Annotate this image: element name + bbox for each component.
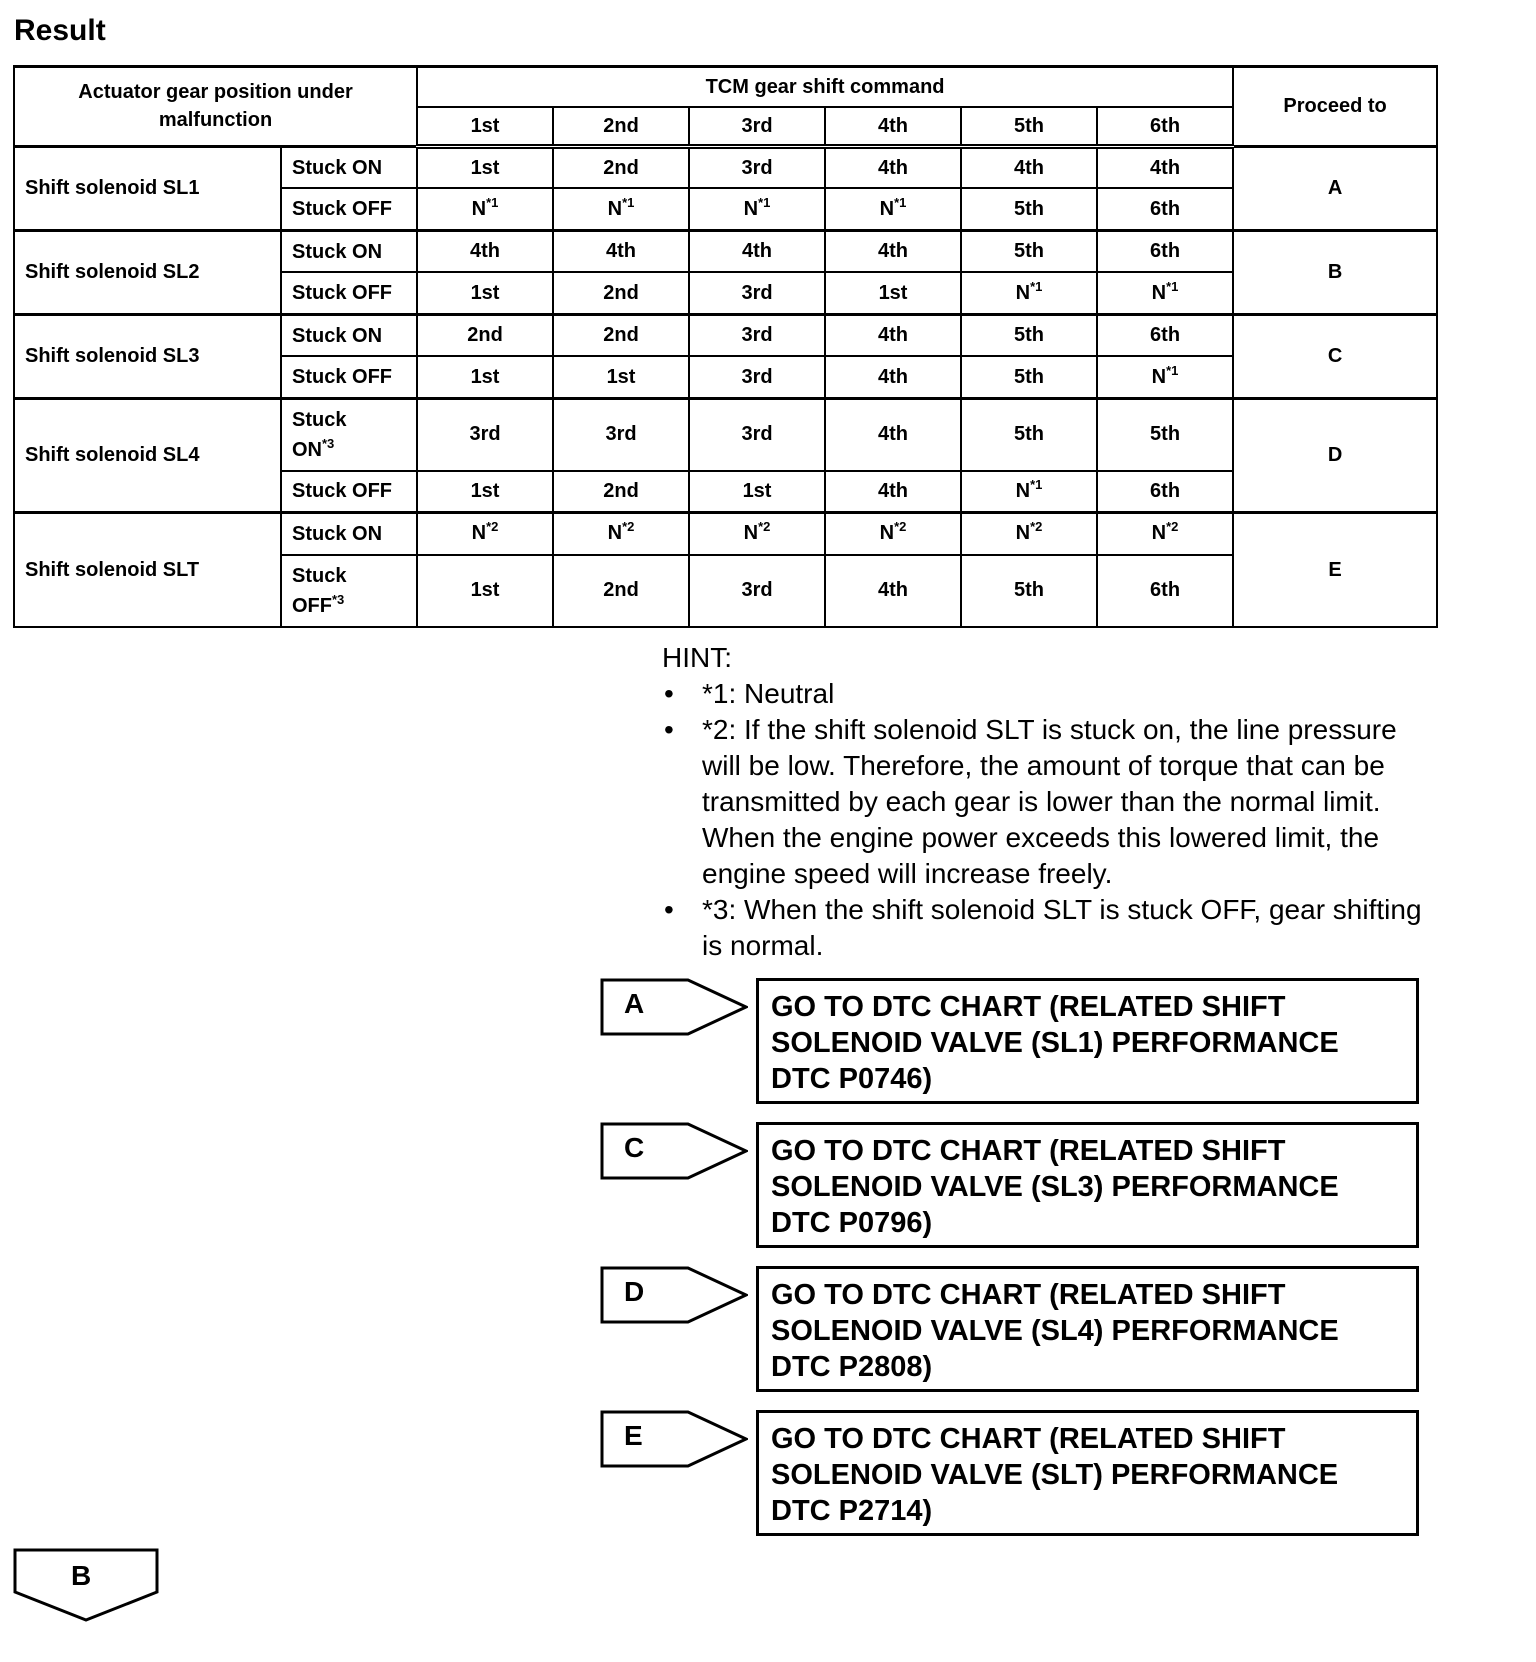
gear-cell	[825, 230, 961, 272]
gear-value: 3rd	[469, 423, 501, 446]
gear-value: 4th	[470, 240, 501, 263]
gear-value: N	[879, 522, 895, 545]
condition-text: Stuck	[292, 408, 347, 431]
header-actuator: Actuator gear position under malfunction	[14, 67, 417, 147]
gear-cell	[553, 230, 689, 272]
proceed-cell: E	[1233, 513, 1437, 627]
proceed-cell: A	[1233, 146, 1437, 230]
gear-value: 5th	[1014, 423, 1045, 446]
action-text-line: DTC P0796)	[771, 1207, 933, 1239]
gear-value: 1st	[470, 281, 500, 304]
condition-cell: Stuck ON	[281, 146, 417, 188]
action-instruction-box	[756, 978, 1419, 1104]
action-text-line: GO TO DTC CHART (RELATED SHIFT	[771, 991, 1286, 1023]
gear-value: 1st	[606, 365, 636, 388]
page-title: Result	[14, 14, 106, 47]
condition-cell: Stuck ON	[281, 314, 417, 356]
gear-cell	[1097, 513, 1233, 555]
gear-value: 4th	[878, 324, 909, 347]
gear-value: N	[879, 197, 895, 220]
footnote-mark: *1	[758, 194, 771, 210]
condition-text: ON	[292, 438, 322, 461]
gear-value: 6th	[1150, 579, 1181, 602]
footnote-mark: *3	[322, 435, 335, 451]
gear-value: N	[1015, 281, 1031, 304]
gear-value: N	[1015, 479, 1031, 502]
condition-text: OFF	[292, 594, 332, 617]
gear-value: N	[1151, 522, 1167, 545]
gear-value: 4th	[878, 240, 909, 263]
gear-cell	[417, 146, 553, 188]
hint-heading: HINT:	[662, 642, 732, 673]
gear-value: 5th	[1014, 365, 1045, 388]
action-e	[600, 1410, 1430, 1544]
gear-cell	[825, 471, 961, 513]
action-text-line: DTC P2714)	[771, 1495, 933, 1527]
gear-value: 2nd	[603, 479, 639, 502]
gear-cell	[1097, 398, 1233, 470]
gear-value: 3rd	[741, 156, 773, 179]
gear-value: 5th	[1014, 197, 1045, 220]
footnote-mark: *1	[486, 194, 499, 210]
footnote-mark: *2	[758, 519, 771, 535]
gear-value: 6th	[1150, 240, 1181, 263]
gear-value: 3rd	[605, 423, 637, 446]
gear-cell	[825, 314, 961, 356]
gear-value: 5th	[1014, 324, 1045, 347]
gear-cell	[825, 188, 961, 230]
proceed-marker-b	[13, 1548, 159, 1622]
gear-value: 3rd	[741, 579, 773, 602]
condition-cell	[281, 398, 417, 470]
table-row	[14, 314, 1437, 356]
action-text-line: DTC P0746)	[771, 1063, 933, 1095]
header-gear-6: 6th	[1097, 107, 1233, 146]
action-a	[600, 978, 1430, 1112]
footnote-mark: *1	[622, 194, 635, 210]
gear-cell	[1097, 471, 1233, 513]
hint-text: *2: If the shift solenoid SLT is stuck on, the line pressure will be low. Therefore, the amount of torque that can be transmitted by each gear is lower than the normal limit. When the engine power exceeds this lowered limit, the engine speed will increase freely.	[702, 714, 1397, 889]
bullet-icon: •	[664, 714, 674, 745]
action-text-line: GO TO DTC CHART (RELATED SHIFT	[771, 1135, 1286, 1167]
gear-value: 2nd	[603, 579, 639, 602]
gear-value: 4th	[878, 156, 909, 179]
solenoid-label: Shift solenoid SL4	[14, 398, 281, 512]
gear-cell	[961, 146, 1097, 188]
gear-value: N	[471, 522, 487, 545]
gear-cell	[689, 471, 825, 513]
gear-value: 4th	[1014, 156, 1045, 179]
gear-cell	[1097, 188, 1233, 230]
pointer-arrow-icon	[600, 1410, 748, 1468]
condition-cell: Stuck OFF	[281, 356, 417, 398]
gear-cell	[689, 513, 825, 555]
gear-cell	[961, 471, 1097, 513]
gear-value: 5th	[1014, 579, 1045, 602]
gear-cell	[825, 356, 961, 398]
gear-cell	[553, 555, 689, 627]
footnote-mark: *2	[486, 519, 499, 535]
gear-value: 3rd	[741, 324, 773, 347]
gear-cell	[825, 398, 961, 470]
gear-cell	[961, 356, 1097, 398]
table-row	[14, 230, 1437, 272]
pointer-arrow-icon	[600, 978, 748, 1036]
footnote-mark: *2	[622, 519, 635, 535]
gear-cell	[825, 272, 961, 314]
gear-value: N	[607, 522, 623, 545]
gear-value: 5th	[1014, 240, 1045, 263]
gear-value: 4th	[742, 240, 773, 263]
gear-cell	[417, 398, 553, 470]
solenoid-label: Shift solenoid SLT	[14, 513, 281, 627]
action-text-line: SOLENOID VALVE (SLT) PERFORMANCE	[771, 1459, 1339, 1491]
gear-cell	[553, 188, 689, 230]
hint-item	[662, 892, 1422, 964]
gear-cell	[417, 314, 553, 356]
hint-text: *3: When the shift solenoid SLT is stuck OFF, gear shifting is normal.	[702, 894, 1422, 961]
header-tcm-command: TCM gear shift command	[417, 67, 1233, 108]
gear-value: N	[743, 522, 759, 545]
condition-cell: Stuck OFF	[281, 188, 417, 230]
proceed-marker-letter: B	[71, 1560, 92, 1591]
gear-value: 2nd	[467, 324, 503, 347]
gear-value: N	[743, 197, 759, 220]
gear-value: 6th	[1150, 324, 1181, 347]
action-instruction-box	[756, 1266, 1419, 1392]
gear-cell	[689, 146, 825, 188]
footnote-mark: *1	[1030, 278, 1043, 294]
action-letter: A	[624, 988, 645, 1019]
condition-text: Stuck	[292, 564, 347, 587]
action-c	[600, 1122, 1430, 1256]
gear-cell	[961, 230, 1097, 272]
gear-value: 2nd	[603, 156, 639, 179]
gear-value: 1st	[470, 479, 500, 502]
gear-cell	[961, 398, 1097, 470]
gear-value: 6th	[1150, 479, 1181, 502]
gear-cell	[1097, 146, 1233, 188]
gear-value: 3rd	[741, 423, 773, 446]
gear-value: 1st	[470, 156, 500, 179]
gear-cell	[825, 146, 961, 188]
header-gear-3: 3rd	[689, 107, 825, 146]
header-gear-2: 2nd	[553, 107, 689, 146]
table-row	[14, 398, 1437, 470]
result-table	[13, 65, 1438, 628]
action-text-line: SOLENOID VALVE (SL1) PERFORMANCE	[771, 1027, 1339, 1059]
action-text-line: SOLENOID VALVE (SL4) PERFORMANCE	[771, 1315, 1339, 1347]
proceed-cell: D	[1233, 398, 1437, 512]
hint-item	[662, 676, 1422, 712]
header-gear-5: 5th	[961, 107, 1097, 146]
header-gear-4: 4th	[825, 107, 961, 146]
proceed-cell: B	[1233, 230, 1437, 314]
gear-cell	[417, 356, 553, 398]
gear-cell	[417, 513, 553, 555]
hint-list	[662, 676, 1422, 964]
gear-cell	[689, 555, 825, 627]
gear-cell	[417, 272, 553, 314]
action-letter: D	[624, 1276, 645, 1307]
footnote-mark: *2	[1166, 519, 1179, 535]
gear-value: N	[1151, 365, 1167, 388]
gear-value: 4th	[878, 579, 909, 602]
footnote-mark: *1	[1166, 278, 1179, 294]
action-letter: E	[624, 1420, 643, 1451]
gear-cell	[961, 272, 1097, 314]
action-d	[600, 1266, 1430, 1400]
gear-value: 4th	[878, 423, 909, 446]
gear-value: 3rd	[741, 281, 773, 304]
gear-value: 1st	[470, 579, 500, 602]
gear-value: N	[471, 197, 487, 220]
gear-cell	[417, 230, 553, 272]
gear-value: N	[607, 197, 623, 220]
action-letter: C	[624, 1132, 645, 1163]
condition-cell: Stuck OFF	[281, 471, 417, 513]
footnote-mark: *1	[1166, 362, 1179, 378]
gear-cell	[553, 146, 689, 188]
gear-value: N	[1151, 281, 1167, 304]
gear-cell	[1097, 555, 1233, 627]
gear-cell	[689, 230, 825, 272]
gear-value: 4th	[1150, 156, 1181, 179]
gear-cell	[1097, 356, 1233, 398]
gear-cell	[1097, 314, 1233, 356]
action-text-line: DTC P2808)	[771, 1351, 933, 1383]
solenoid-label: Shift solenoid SL3	[14, 314, 281, 398]
gear-value: 1st	[742, 479, 772, 502]
gear-cell	[553, 314, 689, 356]
condition-cell	[281, 555, 417, 627]
gear-value: 1st	[878, 281, 908, 304]
gear-cell	[825, 513, 961, 555]
footnote-mark: *1	[1030, 476, 1043, 492]
gear-value: 6th	[1150, 197, 1181, 220]
gear-cell	[1097, 272, 1233, 314]
gear-value: 4th	[878, 479, 909, 502]
action-text-line: GO TO DTC CHART (RELATED SHIFT	[771, 1279, 1286, 1311]
gear-cell	[825, 555, 961, 627]
gear-cell	[417, 188, 553, 230]
footnote-mark: *2	[1030, 519, 1043, 535]
action-text-line: SOLENOID VALVE (SL3) PERFORMANCE	[771, 1171, 1339, 1203]
gear-value: 2nd	[603, 281, 639, 304]
bullet-icon: •	[664, 894, 674, 925]
gear-cell	[553, 398, 689, 470]
gear-value: 4th	[606, 240, 637, 263]
gear-cell	[417, 555, 553, 627]
gear-cell	[553, 513, 689, 555]
gear-cell	[553, 471, 689, 513]
solenoid-label: Shift solenoid SL2	[14, 230, 281, 314]
footnote-mark: *1	[894, 194, 907, 210]
header-gear-1: 1st	[417, 107, 553, 146]
solenoid-label: Shift solenoid SL1	[14, 146, 281, 230]
gear-value: N	[1015, 522, 1031, 545]
action-text-line: GO TO DTC CHART (RELATED SHIFT	[771, 1423, 1286, 1455]
gear-cell	[689, 356, 825, 398]
gear-cell	[961, 513, 1097, 555]
footnote-mark: *3	[332, 591, 345, 607]
hint-section	[662, 640, 1422, 964]
gear-value: 2nd	[603, 324, 639, 347]
gear-cell	[553, 356, 689, 398]
table-row	[14, 513, 1437, 555]
condition-cell: Stuck ON	[281, 513, 417, 555]
header-proceed-to: Proceed to	[1233, 67, 1437, 147]
action-instruction-box	[756, 1122, 1419, 1248]
gear-value: 3rd	[741, 365, 773, 388]
gear-cell	[961, 314, 1097, 356]
hint-item	[662, 712, 1422, 892]
gear-value: 5th	[1150, 423, 1181, 446]
gear-cell	[689, 272, 825, 314]
gear-cell	[689, 314, 825, 356]
gear-cell	[689, 398, 825, 470]
gear-cell	[553, 272, 689, 314]
gear-cell	[961, 188, 1097, 230]
pointer-arrow-icon	[600, 1266, 748, 1324]
hint-text: *1: Neutral	[702, 678, 835, 709]
condition-cell: Stuck OFF	[281, 272, 417, 314]
condition-cell: Stuck ON	[281, 230, 417, 272]
gear-value: 4th	[878, 365, 909, 388]
gear-cell	[417, 471, 553, 513]
proceed-cell: C	[1233, 314, 1437, 398]
gear-cell	[1097, 230, 1233, 272]
gear-cell	[961, 555, 1097, 627]
pointer-arrow-icon	[600, 1122, 748, 1180]
footnote-mark: *2	[894, 519, 907, 535]
action-instruction-box	[756, 1410, 1419, 1536]
gear-value: 1st	[470, 365, 500, 388]
table-row	[14, 146, 1437, 188]
bullet-icon: •	[664, 678, 674, 709]
gear-cell	[689, 188, 825, 230]
